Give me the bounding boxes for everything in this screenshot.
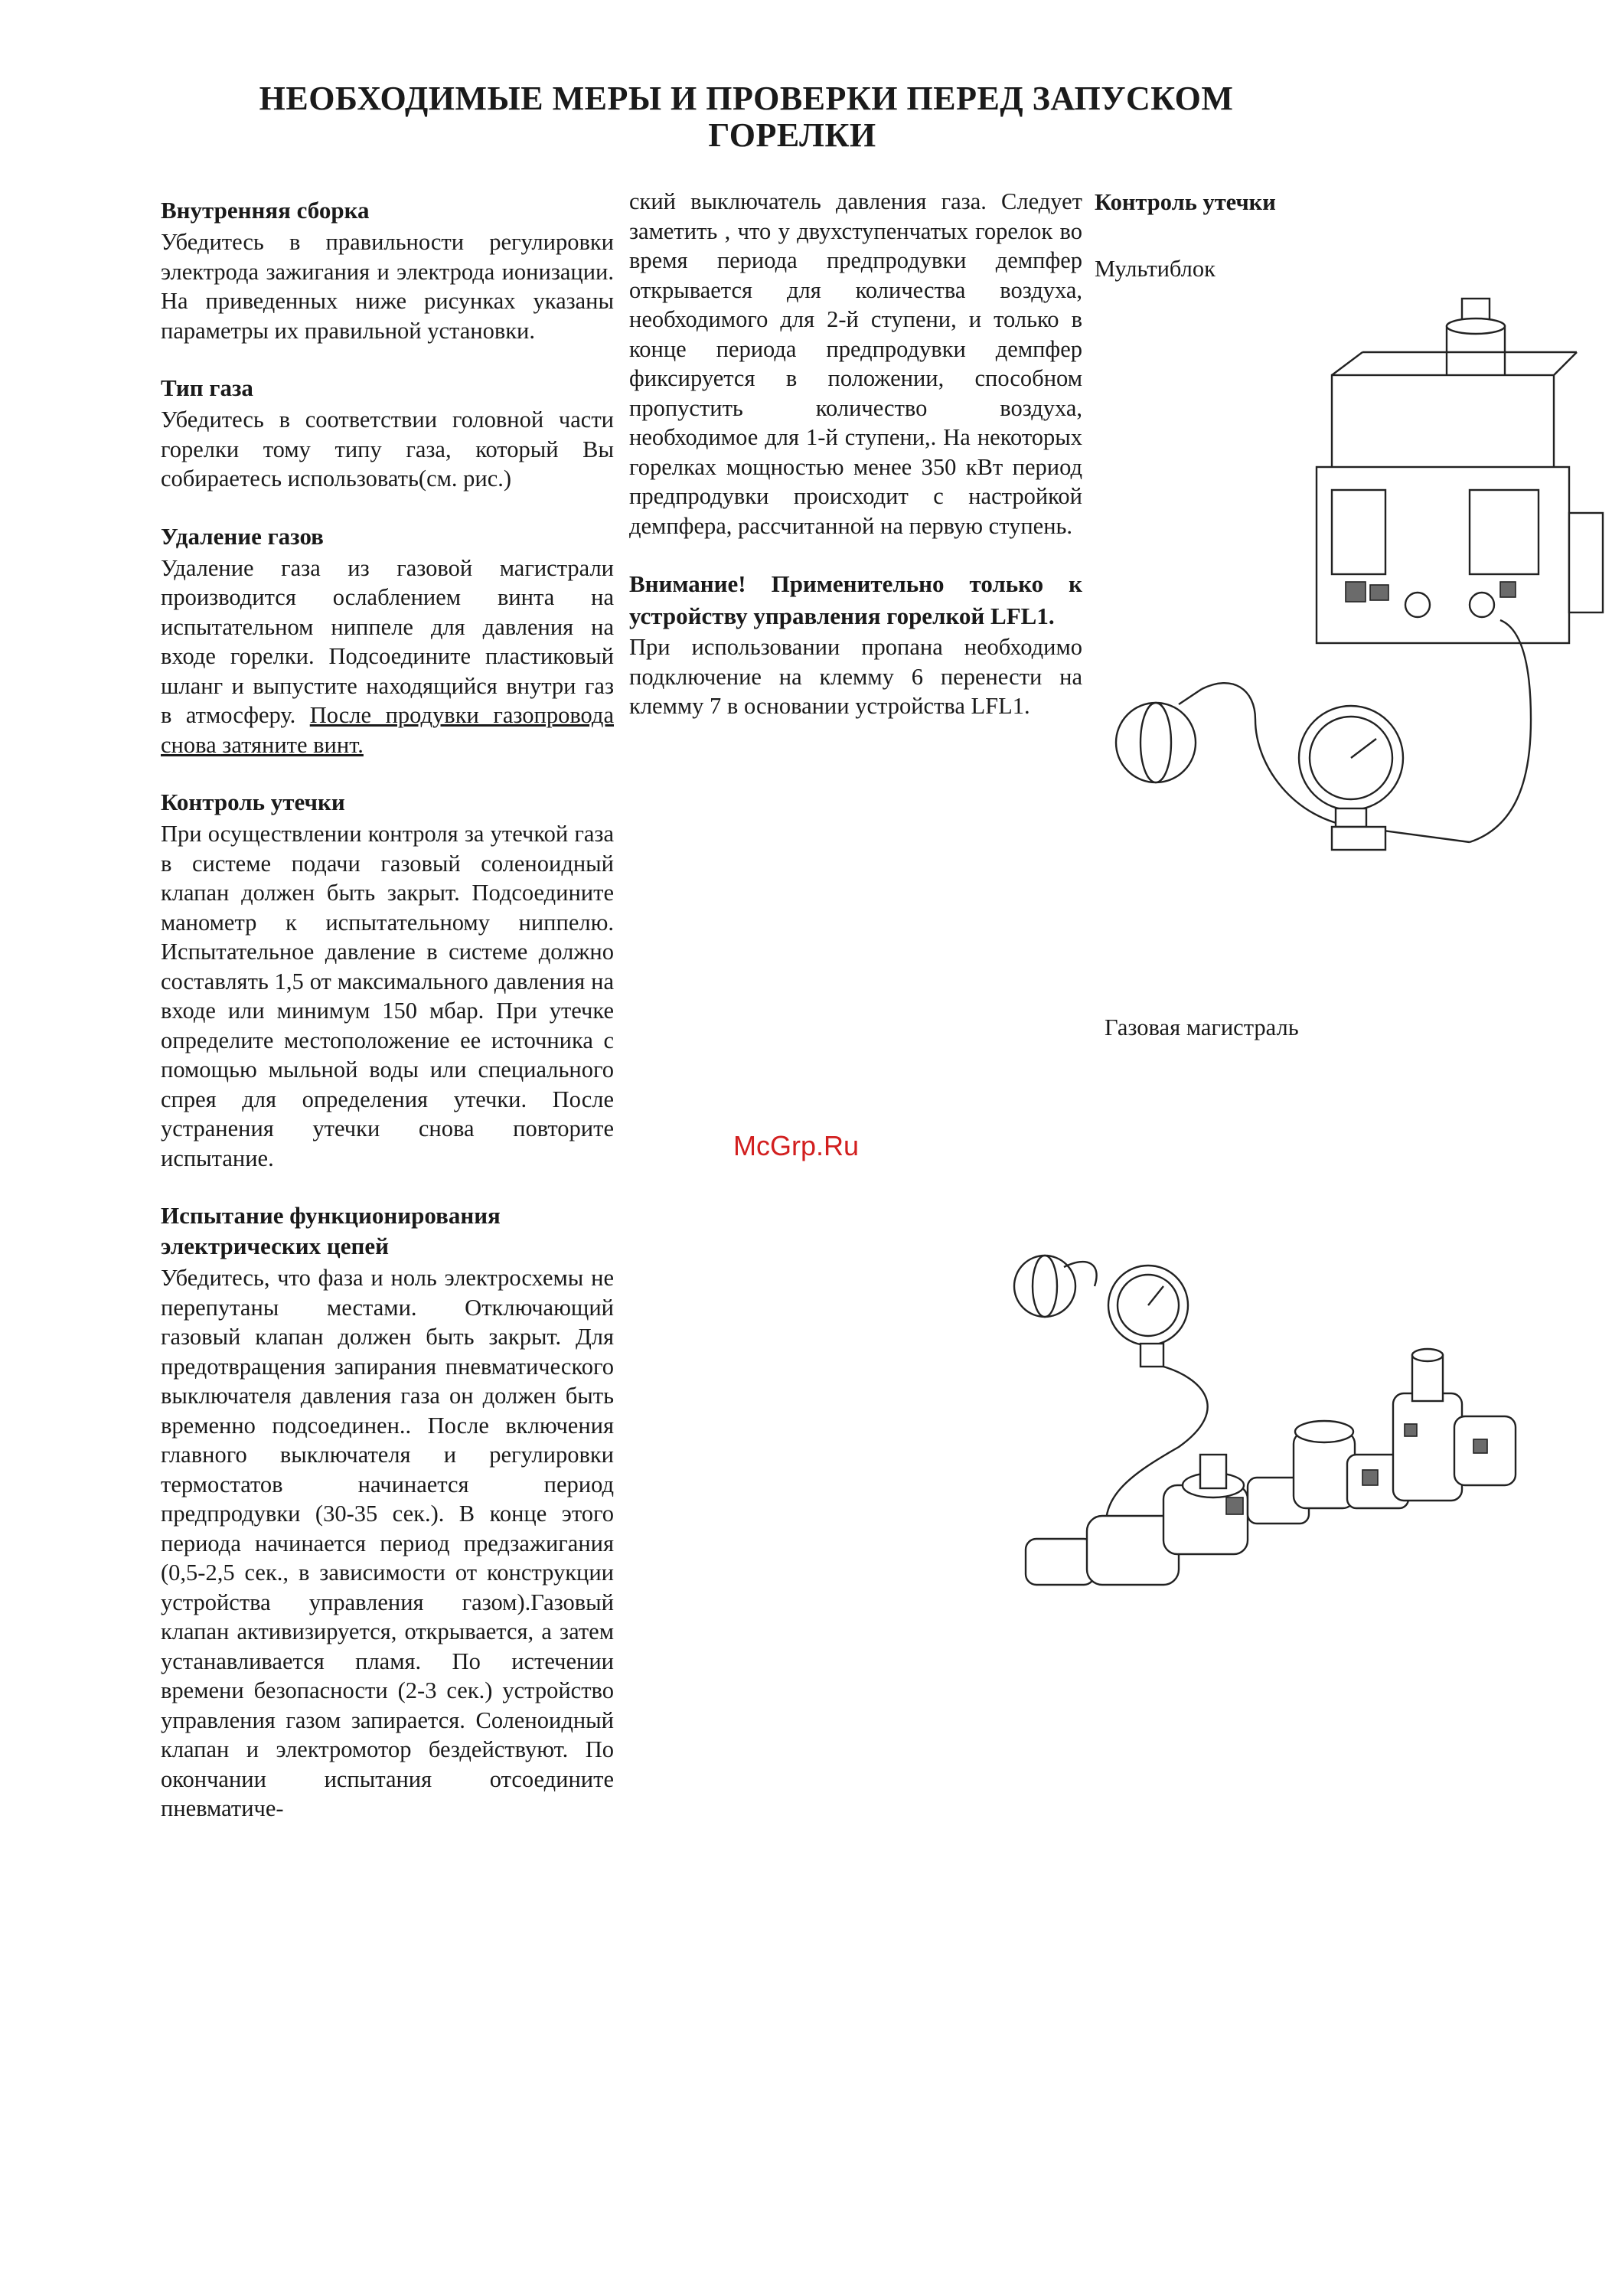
column-left — [161, 195, 614, 1851]
multiblock-body — [1317, 467, 1603, 643]
column-middle — [629, 187, 1082, 721]
warning-heading: Внимание! Применительно только к устройству управления горелкой LFL1. — [629, 570, 1082, 629]
section-gas-removal — [161, 521, 614, 760]
heading-leak-control: Контроль утечки — [161, 789, 345, 815]
heading-internal-assembly: Внутренняя сборка — [161, 197, 370, 224]
section-circuit-test — [161, 1200, 614, 1824]
gas-line-illustration — [1003, 1225, 1539, 1623]
gas-line-pressure-switch — [1014, 1256, 1097, 1317]
heading-leak-control-right: Контроль утечки — [1095, 189, 1276, 215]
text-gas-removal-underlined: После продувки газопровода снова затяните винт. — [161, 702, 614, 758]
multiblock-pressure-switch — [1116, 689, 1202, 782]
caption-multiblock: Мультиблок — [1095, 256, 1216, 282]
multiblock-manometer — [1299, 706, 1403, 850]
title-line-2: ГОРЕЛКИ — [708, 116, 876, 154]
section-leak-control — [161, 787, 614, 1173]
warning-text: При использовании пропана необходимо подключение на клемму 6 перенести на клемму 7 в основании устройства LFL1. — [629, 634, 1082, 719]
text-leak-control: При осуществлении контроля за утечкой газа в системе подачи газовый соленоидный клапан должен быть закрыт. Подсоедините манометр к испытательному ниппелю. Испытательное давление в системе должно составлять 1,5 от максимального давления на входе или минимум 150 мбар. При утечке определите местоположение ее источника с помощью мыльной воды или специального спрея для определения утечки. После устранения утечки снова повторите испытание. — [161, 821, 614, 1171]
title-line-1: НЕОБХОДИМЫЕ МЕРЫ И ПРОВЕРКИ ПЕРЕД ЗАПУСКОМ — [259, 80, 1234, 117]
gas-line-pipe-assembly — [1026, 1349, 1516, 1585]
multiblock-illustration — [1102, 291, 1607, 873]
text-gas-type: Убедитесь в соответствии головной части горелки тому типу газа, который Вы собираетесь использовать(см. рис.) — [161, 407, 614, 492]
text-continuation: ский выключатель давления газа. Следует заметить , что у двухступенчатых горелок во время периода предпродувки демпфер открывается для количества воздуха, необходимого для 2-й ступени, и только в конце периода предпродувки демпфер фиксируется в положении, способном пропустить количество воздуха, необходимое для 1-й ступени,. На некоторых горелках мощностью менее 350 кВт период предпродувки происходит с настройкой демпфера, рассчитанной на первую ступень. — [629, 188, 1082, 539]
page-title — [161, 80, 1332, 154]
heading-gas-type: Тип газа — [161, 374, 253, 401]
text-gas-removal-body: Удаление газа из газовой магистрали производится ослаблением винта на испытательном ниппеле для давления на входе горелки. Подсоедините пластиковый шланг и выпустите находящийся внутри газ в атмосферу. — [161, 554, 614, 728]
multiblock-solenoid — [1332, 299, 1577, 475]
text-gas-removal — [161, 554, 614, 760]
heading-circuit-test: Испытание функционирования электрических цепей — [161, 1202, 501, 1259]
caption-gas-line: Газовая магистраль — [1105, 1014, 1299, 1040]
text-circuit-test: Убедитесь, что фаза и ноль электросхемы не перепутаны местами. Отключающий газовый клапан должен быть закрыт. Для предотвращения запирания пневматического выключателя давления газа он должен быть временно подсоединен.. После включения главного выключателя и регулировки термостатов начинается период предпродувки (30-35 сек.). В конце этого периода начинается период предзажигания (0,5-2,5 сек., в зависимости от конструкции устройства управления газом).Газовый клапан активизируется, открывается, а затем устанавливается пламя. По истечении времени безопасности (2-3 сек.) устройство управления газом запирается. Соленоидный клапан и электромотор бездействуют. По окончании испытания отсоедините пневматиче- — [161, 1265, 614, 1821]
section-gas-type — [161, 373, 614, 494]
text-internal-assembly: Убедитесь в правильности регулировки электрода зажигания и электрода ионизации. На приведенных ниже рисунках указаны параметры их правильной установки. — [161, 229, 614, 344]
gas-line-manometer — [1108, 1266, 1188, 1367]
watermark: McGrp.Ru — [733, 1130, 860, 1161]
section-internal-assembly — [161, 195, 614, 345]
heading-gas-removal: Удаление газов — [161, 522, 324, 550]
